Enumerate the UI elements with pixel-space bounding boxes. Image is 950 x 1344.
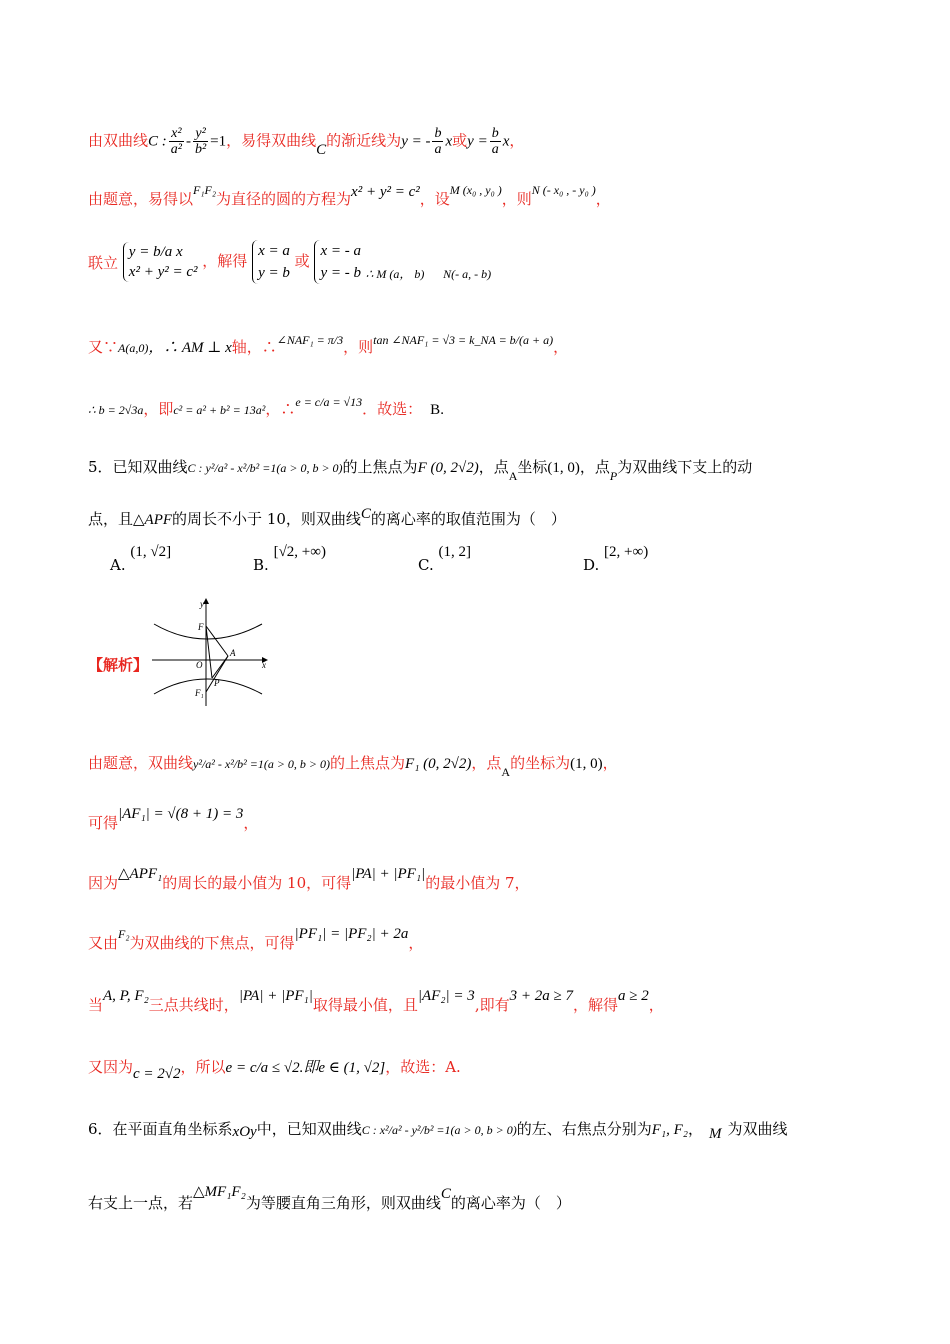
s5-line-1: 由题意，双曲线y²/a² - x²/b² =1(a > 0, b > 0)的上焦点为F₁ (0, 2√2)，点$_A$的坐标为(1, 0)，: [88, 754, 618, 779]
system-1: y = b/a x x² + y² = c²: [123, 242, 198, 282]
fig-label-p: P: [214, 678, 220, 688]
fig-label-x: x: [262, 660, 266, 670]
s5-line-6: 又因为c = 2√2，所以e = c/a ≤ √2.即e ∈ (1, √2]，故选：A.: [88, 1058, 461, 1082]
s4-line-4: 又∵A(a,0)，∴ AM ⊥ x轴，∴$^{\angle NAF_1 = \pi/3}$，则$^{tan \angle NAF_1 = √3 = k\_NA = b/(a + a)}$，: [88, 333, 569, 356]
hyperbola-figure: [150, 598, 272, 708]
option-b[interactable]: B. [√2, +∞): [253, 544, 326, 574]
s5-line-4: 又由$^{F_2}$为双曲线的下焦点，可得|PF₁| = |PF₂| + 2a，: [88, 926, 424, 952]
frac-y2-b2: $\frac{\text{y²}}{\text{b²}}$: [194, 126, 207, 157]
s4-line-3: 联立 y = b/a x x² + y² = c² ，解得 x = a y = b 或 x = - a y = - b $_{\therefore M (a, b)}$ $_{N(- a, - b)}$: [88, 240, 870, 310]
q6-line-1: 6．在平面直角坐标系xOy中，已知双曲线C : x²/a² - y²/b² =1(a > 0, b > 0)的左、右焦点分别为F₁, F₂， M 为双曲线: [88, 1120, 788, 1142]
frac-b-a: $\frac{b}{a}$: [434, 126, 442, 157]
fig-label-y: y: [200, 599, 204, 609]
option-d[interactable]: D. [2, +∞): [583, 544, 649, 574]
s4-line-1: 由双曲线C : $\frac{\text{x²}}{\text{a²}}$ - $\frac{\text{y²}}{\text{b²}}$ =1，易得双曲线C的渐近线为y = - $\frac{b}{a}$ x或y = $\frac{b}{a}$ x，: [88, 126, 525, 158]
s4-line-2: 由题意，易得以$^{F_1F_2}$为直径的圆的方程为x² + y² = c²，设$^{M (x_0 , y_0 )}$，则$^{N (- x_0 , - y_0 )}$，: [88, 183, 611, 208]
option-a[interactable]: A. (1, √2]: [110, 544, 172, 574]
fig-label-f1: F₁: [195, 688, 204, 698]
fig-label-a: A: [230, 648, 236, 658]
math-curve-c: C :: [148, 133, 167, 150]
fig-label-f: F: [198, 622, 204, 632]
q5-line-2: 点，且△APF的周长不小于 10，则双曲线C的离心率的取值范围为（ ）: [88, 506, 566, 528]
s4-line-5: ∴ b = 2√3a，即c² = a² + b² = 13a²，∴$^{e = c/a = √13}$．故选： B.: [88, 395, 444, 418]
system-3: x = - a y = - b: [314, 240, 361, 284]
option-c[interactable]: C. (1, 2]: [418, 544, 471, 574]
s5-line-3: 因为△APF₁的周长的最小值为 10，可得|PA| + |PF₁|的最小值为 7，: [88, 866, 530, 892]
q6-line-2: 右支上一点，若△MF₁F₂为等腰直角三角形，则双曲线C的离心率为（ ）: [88, 1184, 571, 1212]
s5-line-2: 可得|AF₁| = √(8 + 1) = 3，: [88, 806, 259, 832]
q5-line-1: 5．已知双曲线C : y²/a² - x²/b² =1(a > 0, b > 0)的上焦点为F (0, 2√2)，点$_A$坐标(1, 0)，点$_P$为双曲线下支上的动: [88, 458, 753, 483]
system-2: x = a y = b: [252, 240, 290, 284]
frac-b-a-2: $\frac{b}{a}$: [491, 126, 499, 157]
fig-label-o: O: [196, 660, 203, 670]
analysis-tag: 【解析】: [88, 656, 149, 674]
s5-line-5: 当A, P, F₂三点共线时，|PA| + |PF₁|取得最小值，且|AF₂| = 3,即有3 + 2a ≥ 7，解得a ≥ 2，: [88, 988, 664, 1014]
frac-x2-a2: $\frac{\text{x²}}{\text{a²}}$: [170, 126, 182, 157]
